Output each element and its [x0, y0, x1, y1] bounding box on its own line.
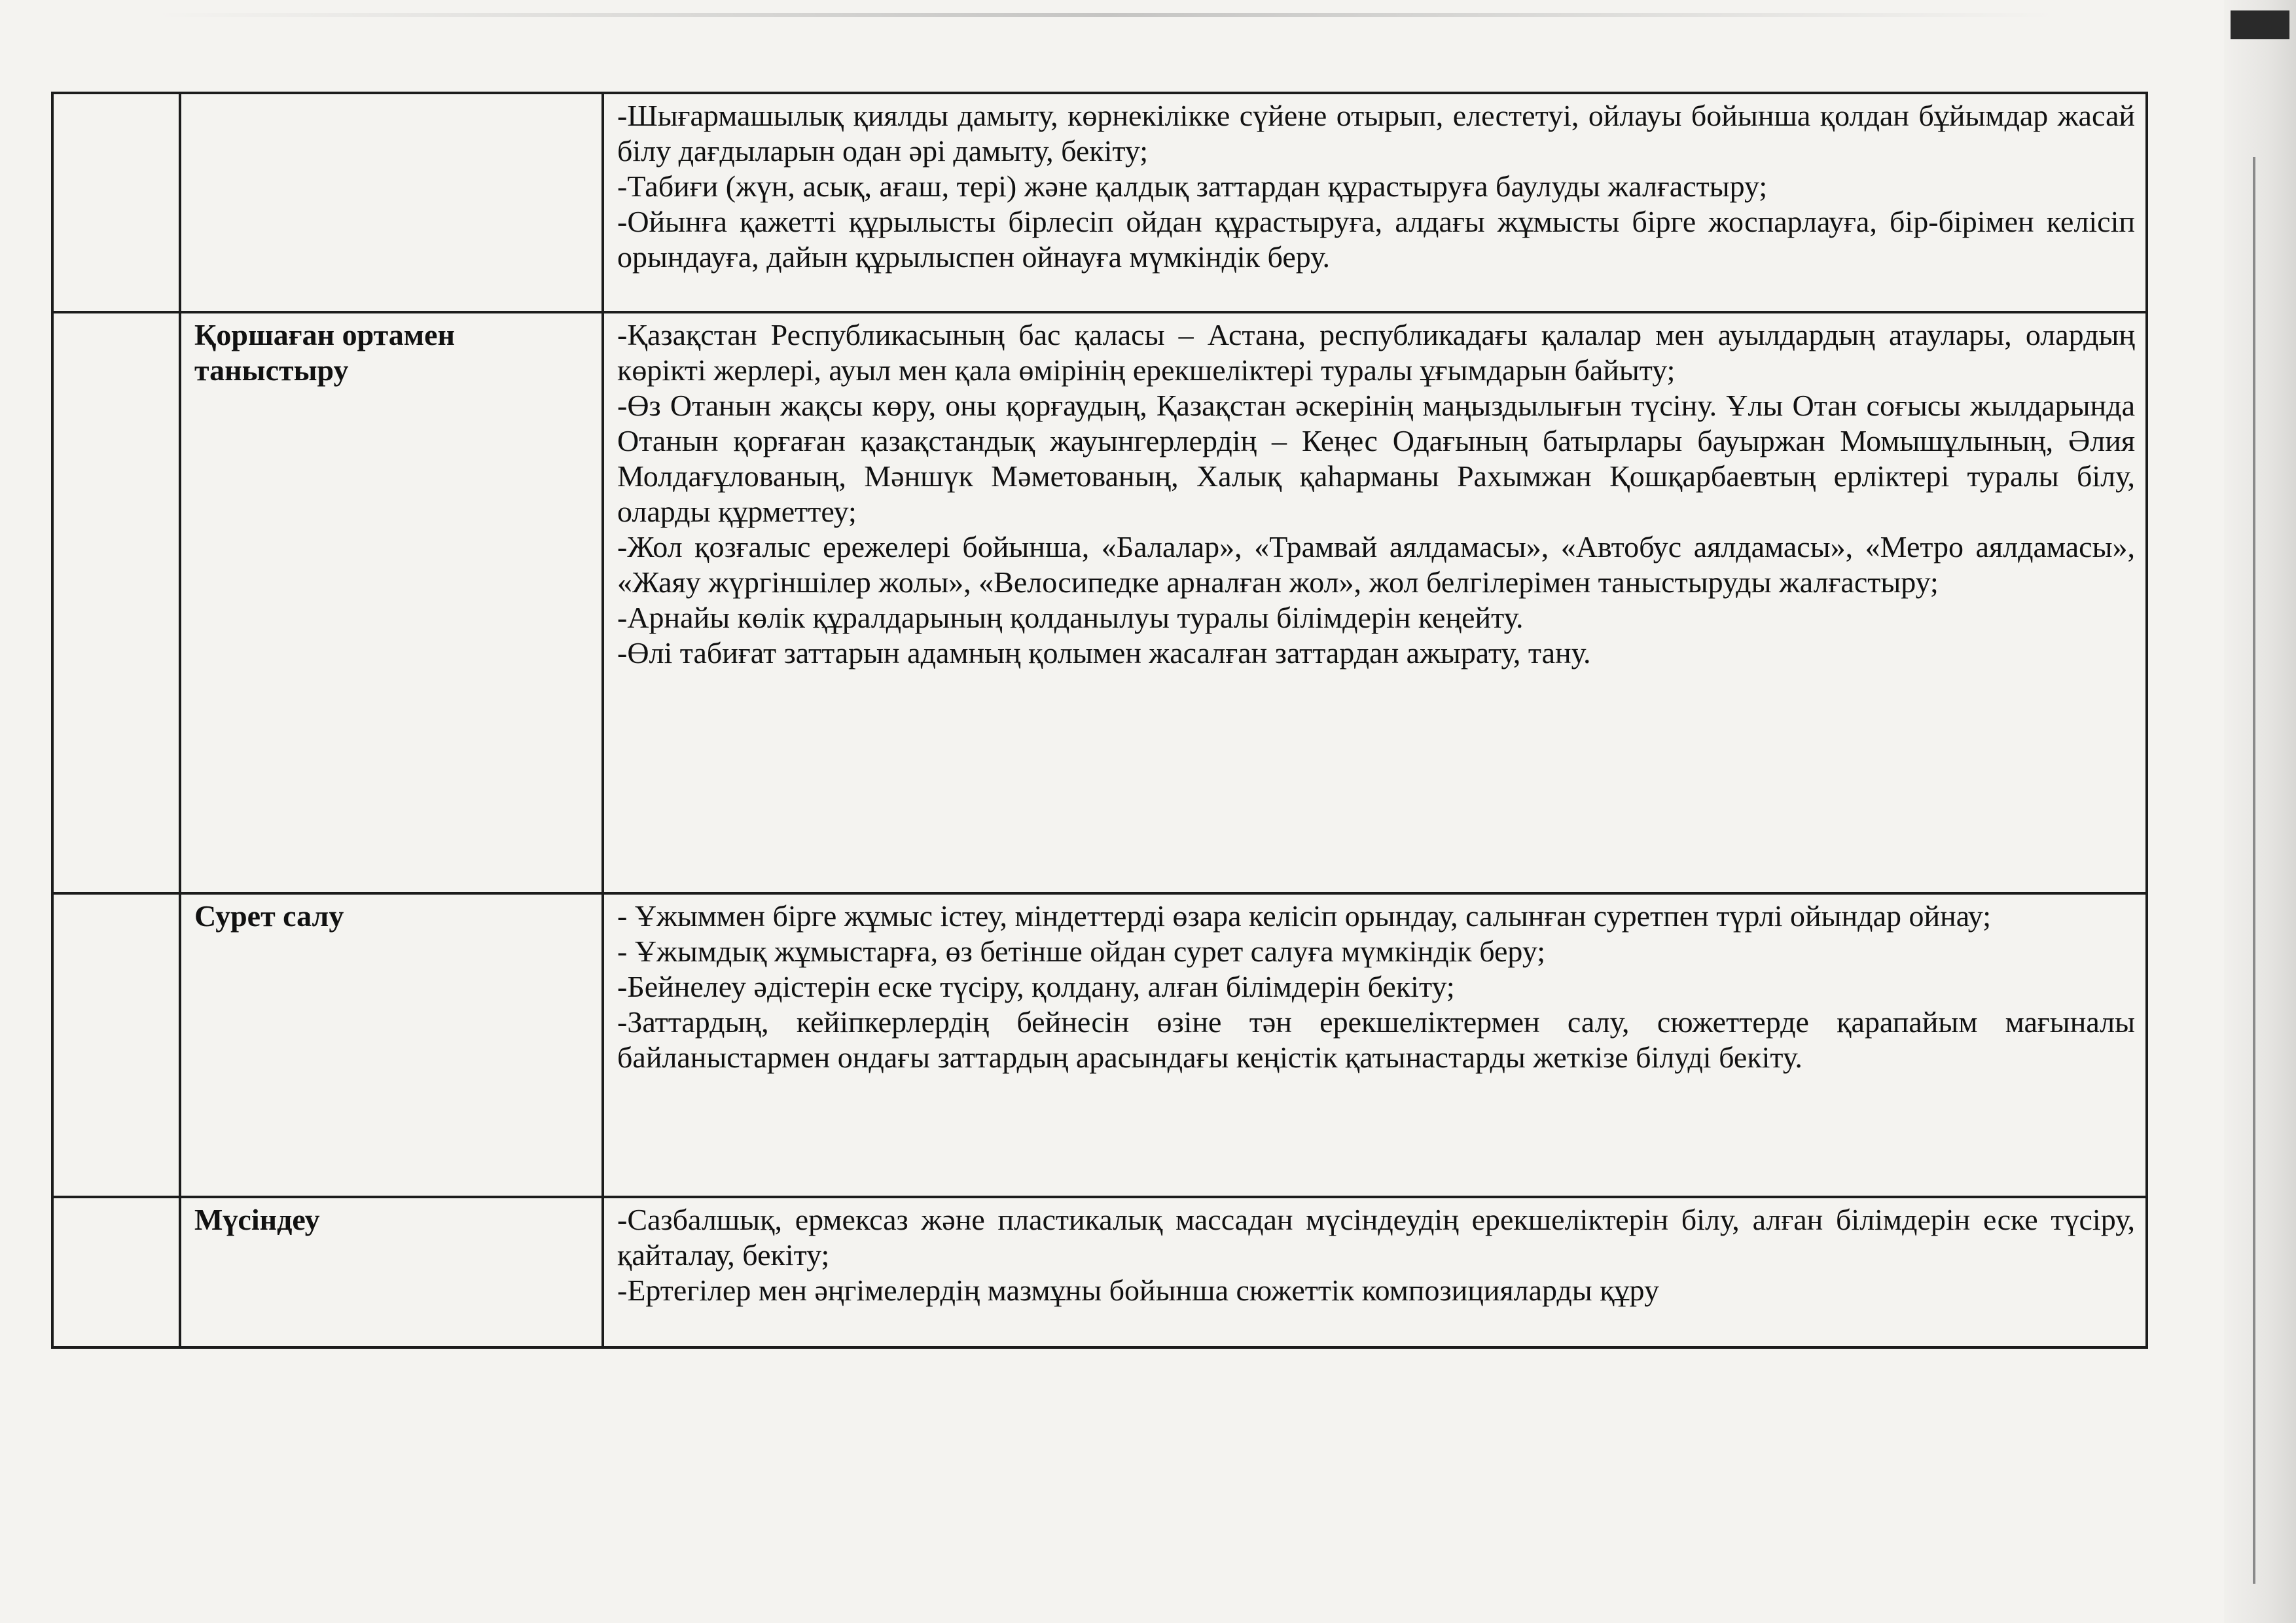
scan-artifact-vertical-line [2253, 157, 2255, 1584]
row-number-cell [52, 312, 180, 893]
scan-artifact-dark-mark [2231, 10, 2289, 39]
subject-cell [180, 1197, 603, 1347]
content-item: -Ертегілер мен әңгімелердің мазмұны бойынша сюжеттік композицияларды құру [617, 1274, 1659, 1307]
table-row [52, 893, 2147, 1197]
subject-cell [180, 93, 603, 312]
content-item: -Бейнелеу әдістерін еске түсіру, қолдану, алған білімдерін бекіту; [617, 970, 1455, 1003]
curriculum-table [51, 92, 2148, 1349]
row-number-cell [52, 893, 180, 1197]
row-number-cell [52, 93, 180, 312]
table-row [52, 1197, 2147, 1347]
content-item: -Ойынға қажетті құрылысты бірлесіп ойдан құрастыруға, алдағы жұмысты бірге жоспарлауға, бір-бірімен келісіп орындауға, дайын құрылыспен ойнауға мүмкіндік беру. [617, 205, 2135, 274]
content-item: -Сазбалшық, ермексаз және пластикалық массадан мүсіндеудің ерекшеліктерін білу, алған білімдерін еске түсіру, қайталау, бекіту; [617, 1203, 2135, 1272]
content-item: -Арнайы көлік құралдарының қолданылуы туралы білімдерін кеңейту. [617, 601, 1524, 634]
subject-title: Мүсіндеу [194, 1203, 320, 1236]
table-row [52, 312, 2147, 893]
subject-title: Сурет салу [194, 899, 344, 933]
scan-artifact-top-line [157, 13, 2055, 17]
content-item: -Өлі табиғат заттарын адамның қолымен жасалған заттардан ажырату, тану. [617, 636, 1591, 669]
content-item: -Жол қозғалыс ережелері бойынша, «Балалар», «Трамвай аялдамасы», «Автобус аялдамасы», «Метро аялдамасы», «Жаяу жүргіншілер жолы», «Велосипедке арналған жол», жол белгілерімен таныстыруды жалғастыру; [617, 530, 2135, 599]
content-item: -Өз Отанын жақсы көру, оны қорғаудың, Қазақстан әскерінің маңыздылығын түсіну. Ұлы Отан соғысы жылдарында Отанын қорғаған қазақстандық жауынгерлердің – Кеңес Одағының батырлары бауыржан Момышұлының, Әлия Молдағұлованың, Мәншүк Мәметованың, Халық қаһарманы Рахымжан Қошқарбаевтың ерліктері туралы білу, оларды құрметтеу; [617, 389, 2135, 528]
scan-artifact-right-edge [2224, 0, 2296, 1623]
content-item: -Қазақстан Республикасының бас қаласы – Астана, республикадағы қалалар мен ауылдардың атаулары, олардың көрікті жерлері, ауыл мен қала өмірінің ерекшеліктері туралы ұғымдарын байыту; [617, 318, 2135, 387]
content-cell [603, 893, 2147, 1197]
content-cell [603, 93, 2147, 312]
content-cell [603, 312, 2147, 893]
subject-cell [180, 312, 603, 893]
content-item: -Шығармашылық қиялды дамыту, көрнекілікке сүйене отырып, елестетуі, ойлауы бойынша қолдан бұйымдар жасай білу дағдыларын одан әрі дамыту, бекіту; [617, 99, 2135, 168]
content-item: -Табиғи (жүн, асық, ағаш, тері) және қалдық заттардан құрастыруға баулуды жалғастыру; [617, 169, 1768, 203]
table-row [52, 93, 2147, 312]
content-item: -Заттардың, кейіпкерлердің бейнесін өзіне тән ерекшеліктермен салу, сюжеттерде қарапайым мағыналы байланыстармен ондағы заттардың арасындағы кеңістік қатынастарды жеткізе білуді бекіту. [617, 1005, 2135, 1074]
content-cell [603, 1197, 2147, 1347]
row-number-cell [52, 1197, 180, 1347]
subject-cell [180, 893, 603, 1197]
content-item: - Ұжыммен бірге жұмыс істеу, міндеттерді өзара келісіп орындау, салынған суретпен түрлі ойындар ойнау; [617, 899, 1991, 933]
content-item: - Ұжымдық жұмыстарға, өз бетінше ойдан сурет салуға мүмкіндік беру; [617, 935, 1546, 968]
subject-title: Қоршаған ортамен таныстыру [194, 318, 456, 387]
